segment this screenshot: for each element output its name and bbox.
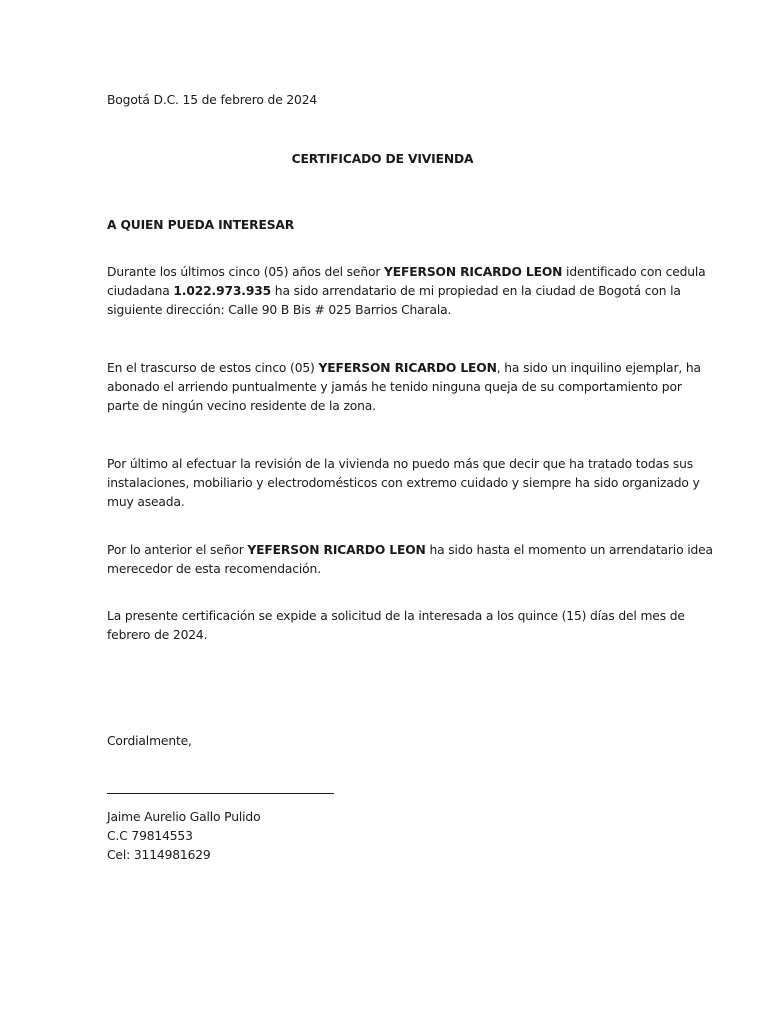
text: En el trascurso de estos cinco (05) bbox=[107, 361, 319, 375]
signature-line bbox=[107, 793, 334, 794]
signer-name: Jaime Aurelio Gallo Pulido bbox=[107, 810, 261, 824]
paragraph-4-line-2: merecedor de esta recomendación. bbox=[107, 562, 321, 576]
date-line: Bogotá D.C. 15 de febrero de 2024 bbox=[107, 93, 318, 107]
paragraph-5-line-2: febrero de 2024. bbox=[107, 628, 208, 642]
tenant-name: YEFERSON RICARDO LEON bbox=[318, 361, 497, 375]
text: ha sido hasta el momento un arrendatario idea bbox=[425, 543, 713, 557]
paragraph-3-line-2: instalaciones, mobiliario y electrodomésticos con extremo cuidado y siempre ha sido organizado y bbox=[107, 476, 700, 490]
tenant-name: YEFERSON RICARDO LEON bbox=[384, 265, 563, 279]
paragraph-3 bbox=[107, 455, 700, 512]
text: Durante los últimos cinco (05) años del señor bbox=[107, 265, 384, 279]
signer-phone: Cel: 3114981629 bbox=[107, 848, 211, 862]
paragraph-3-line-1: Por último al efectuar la revisión de la vivienda no puedo más que decir que ha tratado todas sus bbox=[107, 457, 694, 471]
paragraph-1-line-1 bbox=[107, 263, 706, 282]
paragraph-1 bbox=[107, 263, 706, 320]
text: ha sido arrendatario de mi propiedad en la ciudad de Bogotá con la bbox=[271, 284, 681, 298]
paragraph-5-line-1: La presente certificación se expide a solicitud de la interesada a los quince (15) días del mes de bbox=[107, 609, 685, 623]
text: ciudadana bbox=[107, 284, 174, 298]
paragraph-2-line-3: parte de ningún vecino residente de la zona. bbox=[107, 399, 376, 413]
signer-id: C.C 79814553 bbox=[107, 829, 193, 843]
paragraph-1-line-2 bbox=[107, 282, 681, 301]
paragraph-5 bbox=[107, 607, 685, 645]
text: identificado con cedula bbox=[562, 265, 706, 279]
document-title: CERTIFICADO DE VIVIENDA bbox=[291, 152, 474, 166]
paragraph-2-line-1 bbox=[107, 359, 701, 378]
paragraph-4-line-1 bbox=[107, 541, 713, 560]
paragraph-2-line-2: abonado el arriendo puntualmente y jamás he tenido ninguna queja de su comportamiento por bbox=[107, 380, 682, 394]
closing: Cordialmente, bbox=[107, 734, 192, 748]
paragraph-3-line-3: muy aseada. bbox=[107, 495, 185, 509]
paragraph-2 bbox=[107, 359, 701, 416]
paragraph-1-line-3: siguiente dirección: Calle 90 B Bis # 025 Barrios Charala. bbox=[107, 303, 452, 317]
text: Por lo anterior el señor bbox=[107, 543, 248, 557]
salutation: A QUIEN PUEDA INTERESAR bbox=[107, 218, 295, 232]
paragraph-4 bbox=[107, 541, 713, 579]
tenant-name: YEFERSON RICARDO LEON bbox=[247, 543, 426, 557]
text: , ha sido un inquilino ejemplar, ha bbox=[496, 361, 701, 375]
tenant-id-number: 1.022.973.935 bbox=[173, 284, 272, 298]
